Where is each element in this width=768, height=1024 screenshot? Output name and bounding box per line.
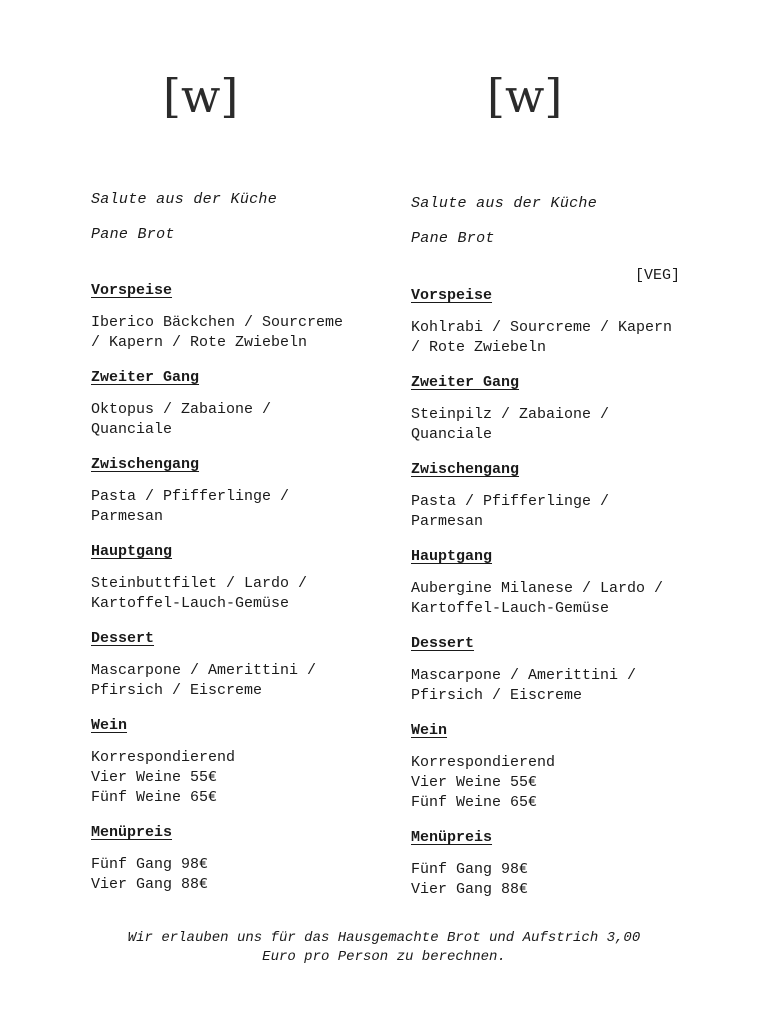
- course-line: Parmesan: [91, 508, 164, 525]
- course-description: [91, 661, 381, 701]
- course-title: Dessert: [91, 630, 155, 647]
- course-title: Hauptgang: [91, 543, 173, 560]
- course-vorspeise: [411, 286, 686, 358]
- course-line: / Rote Zwiebeln: [411, 339, 547, 356]
- course-title: Wein: [411, 722, 448, 739]
- course-line: Mascarpone / Amerittini /: [411, 667, 637, 684]
- intro-salute: Salute aus der Küche: [91, 191, 278, 208]
- course-description: [411, 405, 686, 445]
- course-hauptgang: [91, 542, 381, 614]
- menu-column-vegetarian: [411, 194, 686, 900]
- footer-line: Wir erlauben uns für das Hausgemachte Brot und Aufstrich 3,00: [127, 930, 641, 946]
- course-wein: [91, 716, 381, 808]
- course-title: Zwischengang: [411, 461, 520, 478]
- course-line: Fünf Weine 65€: [91, 789, 218, 806]
- course-dessert: [411, 634, 686, 706]
- course-zwischengang: [411, 460, 686, 532]
- course-line: Pasta / Pfifferlinge /: [411, 493, 610, 510]
- course-title: Zweiter Gang: [91, 369, 200, 386]
- course-list: [411, 286, 686, 900]
- course-line: Fünf Gang 98€: [411, 861, 529, 878]
- course-title: Wein: [91, 717, 128, 734]
- course-line: Quanciale: [411, 426, 493, 443]
- course-title: Zwischengang: [91, 456, 200, 473]
- course-description: [91, 487, 381, 527]
- course-line: Vier Weine 55€: [411, 774, 538, 791]
- course-title: Menüpreis: [411, 829, 493, 846]
- course-line: Aubergine Milanese / Lardo /: [411, 580, 664, 597]
- course-title: Vorspeise: [411, 287, 493, 304]
- course-description: [91, 855, 381, 895]
- course-line: Fünf Gang 98€: [91, 856, 209, 873]
- course-line: Korrespondierend: [411, 754, 556, 771]
- course-title: Vorspeise: [91, 282, 173, 299]
- course-description: [411, 666, 686, 706]
- course-description: [91, 574, 381, 614]
- course-title: Dessert: [411, 635, 475, 652]
- logo-right: [w]: [487, 69, 563, 123]
- course-line: Steinbuttfilet / Lardo /: [91, 575, 308, 592]
- course-description: [91, 400, 381, 440]
- course-description: [411, 860, 686, 900]
- course-description: [91, 748, 381, 808]
- veg-tag: [VEG]: [634, 267, 680, 284]
- course-line: Korrespondierend: [91, 749, 236, 766]
- course-menuepreis: [411, 828, 686, 900]
- course-line: Iberico Bäckchen / Sourcreme: [91, 314, 344, 331]
- course-line: Kartoffel-Lauch-Gemüse: [411, 600, 610, 617]
- course-wein: [411, 721, 686, 813]
- course-line: Kohlrabi / Sourcreme / Kapern: [411, 319, 673, 336]
- course-line: Quanciale: [91, 421, 173, 438]
- course-line: Vier Weine 55€: [91, 769, 218, 786]
- logo-left: [w]: [163, 69, 239, 123]
- course-line: Mascarpone / Amerittini /: [91, 662, 317, 679]
- course-line: Kartoffel-Lauch-Gemüse: [91, 595, 290, 612]
- course-line: Pfirsich / Eiscreme: [411, 687, 583, 704]
- course-zwischengang: [91, 455, 381, 527]
- course-title: Zweiter Gang: [411, 374, 520, 391]
- course-line: Vier Gang 88€: [91, 876, 209, 893]
- course-description: [411, 492, 686, 532]
- course-zweiter-gang: [411, 373, 686, 445]
- course-hauptgang: [411, 547, 686, 619]
- course-line: Steinpilz / Zabaione /: [411, 406, 610, 423]
- course-line: Fünf Weine 65€: [411, 794, 538, 811]
- course-description: [411, 579, 686, 619]
- course-line: / Kapern / Rote Zwiebeln: [91, 334, 308, 351]
- course-line: Parmesan: [411, 513, 484, 530]
- course-description: [411, 318, 686, 358]
- menu-column-standard: [91, 190, 381, 895]
- course-line: Vier Gang 88€: [411, 881, 529, 898]
- footer-line: Euro pro Person zu berechnen.: [262, 949, 506, 965]
- course-description: [411, 753, 686, 813]
- course-list: [91, 281, 381, 895]
- intro-salute: Salute aus der Küche: [411, 195, 598, 212]
- bread-surcharge-note: [84, 929, 684, 967]
- course-title: Hauptgang: [411, 548, 493, 565]
- course-dessert: [91, 629, 381, 701]
- course-line: Pfirsich / Eiscreme: [91, 682, 263, 699]
- course-description: [91, 313, 381, 353]
- intro-bread: Pane Brot: [91, 226, 175, 243]
- course-vorspeise: [91, 281, 381, 353]
- course-line: Pasta / Pfifferlinge /: [91, 488, 290, 505]
- intro-bread: Pane Brot: [411, 230, 495, 247]
- course-line: Oktopus / Zabaione /: [91, 401, 272, 418]
- course-menuepreis: [91, 823, 381, 895]
- course-title: Menüpreis: [91, 824, 173, 841]
- course-zweiter-gang: [91, 368, 381, 440]
